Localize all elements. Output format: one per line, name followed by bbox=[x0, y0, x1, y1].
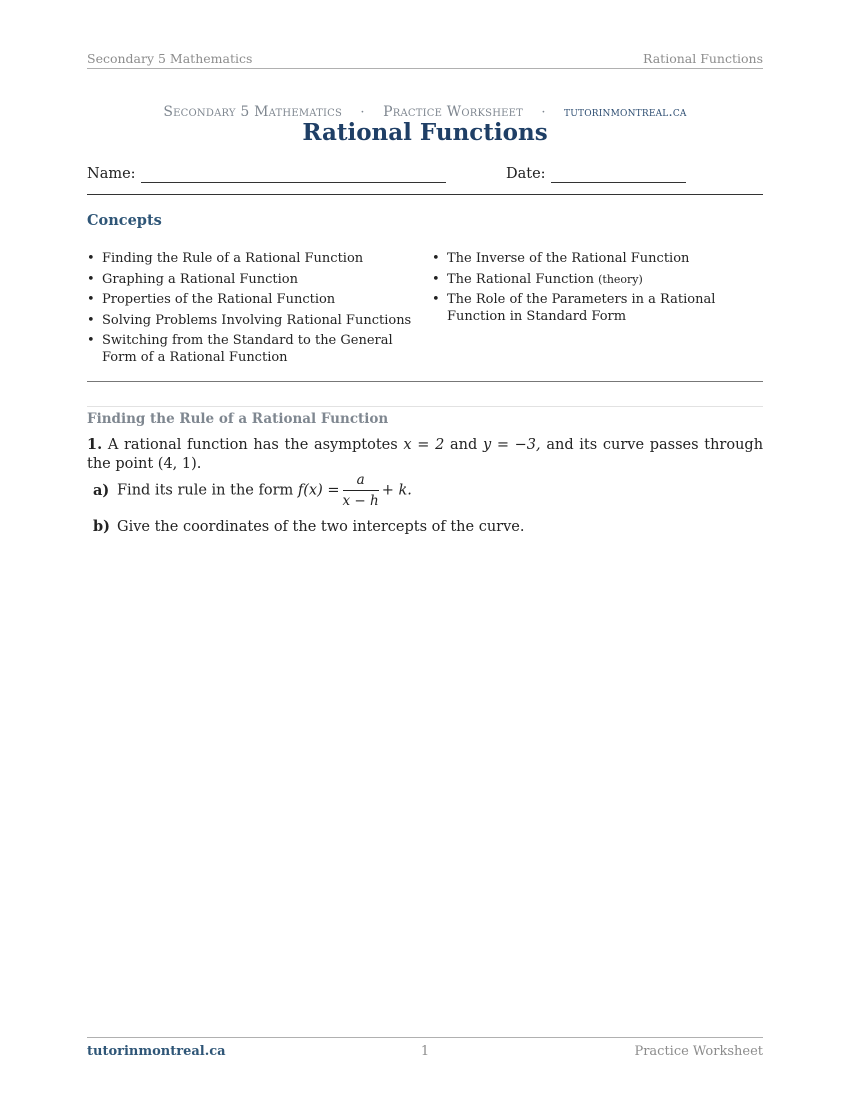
name-label: Name: bbox=[87, 166, 136, 182]
concept-note: (theory) bbox=[598, 272, 643, 286]
page-title: Rational Functions bbox=[302, 119, 548, 146]
date-field[interactable] bbox=[506, 166, 686, 183]
fraction-numerator: a bbox=[343, 472, 379, 491]
section-title: Finding the Rule of a Rational Function bbox=[87, 411, 389, 427]
concept-item: • Properties of the Rational Function bbox=[87, 291, 417, 308]
name-blank[interactable] bbox=[141, 166, 446, 183]
concept-item: • Solving Problems Involving Rational Functions bbox=[87, 312, 417, 329]
concept-item: • Finding the Rule of a Rational Function bbox=[87, 250, 417, 267]
function-rhs: + k. bbox=[381, 482, 412, 499]
divider bbox=[87, 194, 763, 195]
concept-item: • The Inverse of the Rational Function bbox=[432, 250, 767, 267]
banner-type: Practice Worksheet bbox=[383, 104, 523, 120]
concept-item: • The Role of the Parameters in a Rational Function in Standard Form bbox=[432, 291, 767, 325]
header-course: Secondary 5 Mathematics bbox=[87, 51, 253, 66]
date-label: Date: bbox=[506, 166, 546, 182]
name-field[interactable] bbox=[87, 166, 446, 183]
date-blank[interactable] bbox=[551, 166, 686, 183]
problem-part-a: a) Find its rule in the form f(x) = $\frac{a}{x - h}$ + k. bbox=[93, 472, 412, 509]
banner-separator: · bbox=[541, 105, 546, 120]
header-topic: Rational Functions bbox=[643, 51, 763, 66]
part-label: b) bbox=[93, 518, 110, 535]
problem-part-b: b) Give the coordinates of the two intercepts of the curve. bbox=[93, 518, 525, 535]
problem-number: 1. bbox=[87, 436, 103, 453]
divider bbox=[87, 406, 763, 407]
concepts-list-left bbox=[87, 250, 417, 370]
fraction bbox=[343, 472, 379, 509]
page-header bbox=[87, 50, 763, 69]
concept-item: • The Rational Function (theory) bbox=[432, 271, 767, 288]
footer-doc-type: Practice Worksheet bbox=[634, 1044, 763, 1059]
footer-site[interactable]: tutorinmontreal.ca bbox=[87, 1044, 226, 1059]
page-number: 1 bbox=[420, 1044, 430, 1059]
banner-separator: · bbox=[360, 105, 365, 120]
point: (4, 1). bbox=[157, 456, 202, 472]
divider bbox=[87, 381, 763, 382]
asymptote-x: x = 2 bbox=[403, 437, 445, 453]
worksheet-banner bbox=[0, 104, 850, 120]
banner-course: Secondary 5 Mathematics bbox=[163, 104, 343, 120]
concepts-list-right bbox=[432, 250, 767, 329]
problem-1: 1. A rational function has the asymptotes x = 2 and y = −3, and its curve passes through the point (4, 1). bbox=[87, 436, 764, 472]
banner-site: tutorinmontreal.ca bbox=[564, 105, 687, 120]
fraction-denominator: x − h bbox=[342, 493, 379, 509]
concept-item: • Graphing a Rational Function bbox=[87, 271, 417, 288]
asymptote-y: y = −3, bbox=[482, 437, 541, 453]
concept-item: • Switching from the Standard to the General Form of a Rational Function bbox=[87, 332, 417, 366]
concepts-heading: Concepts bbox=[87, 212, 162, 229]
part-label: a) bbox=[93, 481, 110, 499]
function-lhs: f(x) = bbox=[297, 482, 340, 499]
page-footer bbox=[87, 1037, 763, 1060]
